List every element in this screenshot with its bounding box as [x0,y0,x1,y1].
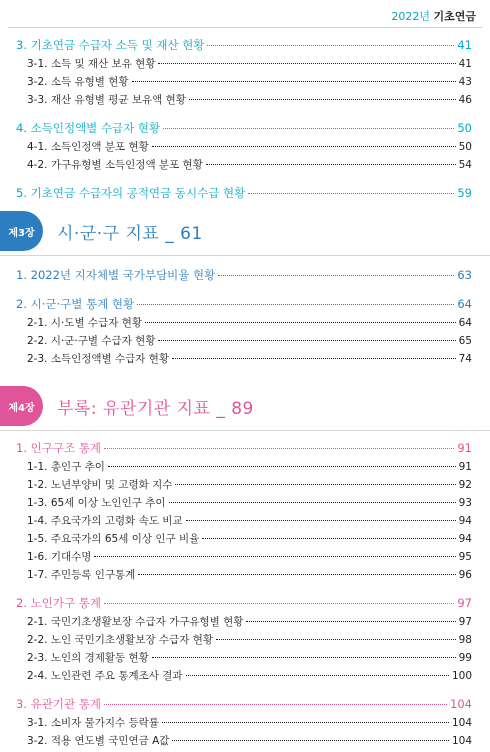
chapter-3-title: 시·군·구 지표 _ 61 [57,223,203,244]
chapter-3-heading[interactable] [0,211,490,251]
toc-entry[interactable]: 4-2. 가구유형별 소득인정액 분포 현황 54 [27,159,472,171]
toc-entry[interactable]: 1-1. 총인구 추이 91 [27,461,472,473]
toc-section-a [16,37,472,201]
toc-entry[interactable]: 2-1. 국민기초생활보장 수급자 가구유형별 현황 97 [27,616,472,628]
toc-chapter-4 [16,440,472,748]
toc-entry[interactable]: 2-3. 노인의 경제활동 현황 99 [27,652,472,664]
toc-entry[interactable]: 3-1. 소득 및 재산 보유 현황 41 [27,58,472,70]
toc-entry[interactable]: 5. 기초연금 수급자의 공적연금 동시수급 현황 59 [16,186,472,200]
toc-chapter-3 [16,267,472,366]
toc-entry[interactable]: 3-2. 소득 유형별 현황 43 [27,76,472,88]
toc-entry[interactable]: 1. 인구구조 통계 91 [16,441,472,455]
toc-entry[interactable]: 2-4. 노인관련 주요 통계조사 결과 100 [27,670,472,682]
chapter-4-rule [0,430,490,431]
chapter-3-badge: 제3장 [0,211,43,251]
toc-entry[interactable]: 2-1. 시·도별 수급자 현황 64 [27,317,472,329]
toc-entry[interactable]: 3-2. 적용 연도별 국민연금 A값 104 [27,735,472,747]
chapter-4-badge: 제4장 [0,386,43,426]
toc-entry[interactable]: 3. 유관기관 통계 104 [16,697,472,711]
chapter-4-heading[interactable] [0,386,490,426]
toc-entry[interactable]: 2. 노인가구 통계 97 [16,596,472,610]
chapter-4-title: 부록: 유관기관 지표 _ 89 [57,398,254,419]
toc-entry[interactable]: 2-2. 노인 국민기초생활보장 수급자 현황 98 [27,634,472,646]
header-title: 기초연금 [433,10,476,23]
toc-entry[interactable]: 3-3. 재산 유형별 평균 보유액 현황 46 [27,94,472,106]
toc-entry[interactable]: 3. 기초연금 수급자 소득 및 재산 현황 41 [16,38,472,52]
header-rule [8,27,482,28]
toc-entry[interactable]: 1-6. 기대수명 95 [27,551,472,563]
toc-entry[interactable]: 1-2. 노년부양비 및 고령화 지수 92 [27,479,472,491]
toc-entry[interactable]: 1-3. 65세 이상 노인인구 추이 93 [27,497,472,509]
toc-entry[interactable]: 2-3. 소득인정액별 수급자 현황 74 [27,353,472,365]
toc-entry[interactable]: 1-4. 주요국가의 고령화 속도 비교 94 [27,515,472,527]
toc-entry[interactable]: 2. 시·군·구별 통계 현황 64 [16,297,472,311]
running-header [391,8,476,24]
toc-entry[interactable]: 1. 2022년 지자체별 국가부담비율 현황 63 [16,268,472,282]
toc-entry[interactable]: 4. 소득인정액별 수급자 현황 50 [16,121,472,135]
toc-entry[interactable]: 2-2. 시·군·구별 수급자 현황 65 [27,335,472,347]
header-year: 2022년 [391,10,430,23]
toc-entry[interactable]: 1-7. 주민등록 인구통계 96 [27,569,472,581]
toc-entry[interactable]: 3-1. 소비자 물가지수 등락률 104 [27,717,472,729]
toc-entry[interactable]: 4-1. 소득인정액 분포 현황 50 [27,141,472,153]
toc-entry[interactable]: 1-5. 주요국가의 65세 이상 인구 비율 94 [27,533,472,545]
chapter-3-rule [0,255,490,256]
